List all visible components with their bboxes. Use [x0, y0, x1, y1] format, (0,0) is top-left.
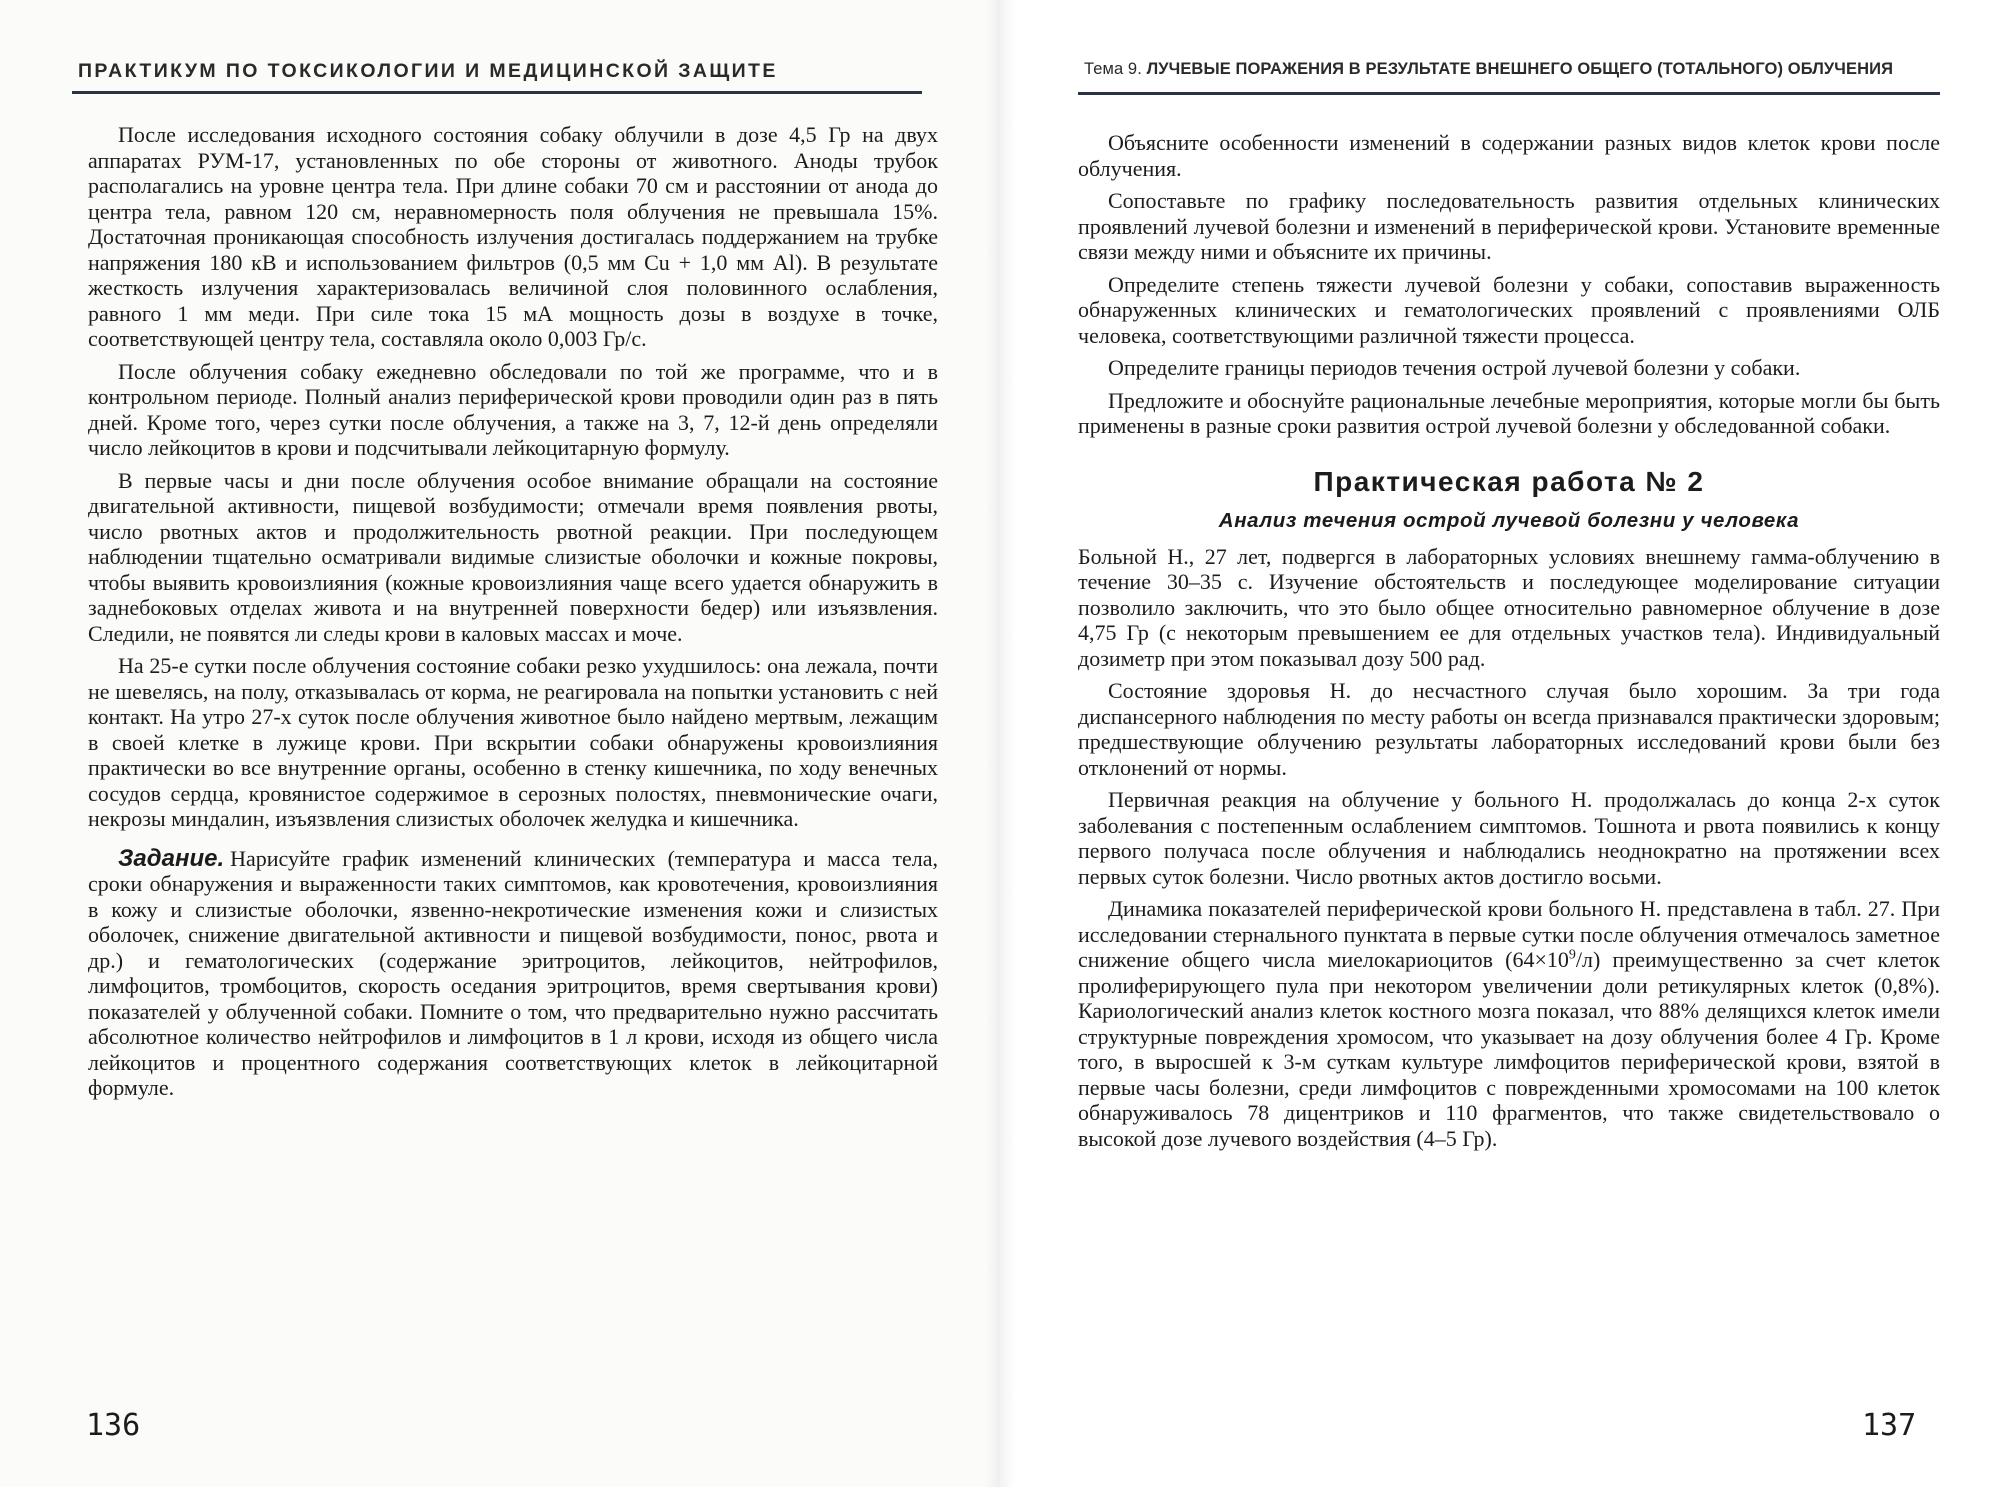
left-page-body	[88, 122, 938, 1108]
text-run: /л) преимущественно за счет клеток пролиферирующего пула при некотором увеличении доли ретикулярных клеток (0,8%). Кариологический анализ клеток костного мозга показал, что 88% делящихся клеток имели структурные повреждения хромосом, что указывает на дозу облучения более 4 Гр. Кроме того, в выросшей к 3-м суткам культуре лимфоцитов периферической крови, взятой в первые часы болезни, среди лимфоцитов с поврежденными хромосомами на 100 клеток обнаруживалось 78 дицентриков и 110 фрагментов, что также свидетельствовало о высокой дозе лучевого воздействия (4–5 Гр).	[1078, 947, 1940, 1151]
left-header-rule	[72, 91, 922, 94]
paragraph: После исследования исходного состояния собаку облучили в дозе 4,5 Гр на двух аппаратах РУМ-17, установленных по обе стороны от животного. Аноды трубок располагались на уровне центра тела. При длине собаки 70 см и расстоянии от анода до центра тела, равном 120 см, неравномерность поля облучения не превышала 15%. Достаточная проникающая способность излучения достигалась поддержанием на трубке напряжения 180 кВ и использованием фильтров (0,5 мм Cu + 1,0 мм Al). В результате жесткость излучения характеризовалась величиной слоя половинного ослабления, равного 1 мм меди. При силе тока 15 мА мощность дозы в воздухе в точке, соответствующей центру тела, составляла около 0,003 Гр/с.	[88, 122, 938, 351]
task-paragraph	[88, 846, 938, 1101]
case-intro: Больной Н., 27 лет, подвергся в лабораторных условиях внешнему гамма-облучению в течение 30–35 с. Изучение обстоятельств и последующее моделирование ситуации позволило заключить, что это было общее относительно равномерное облучение в дозе 4,75 Гр (с некоторым превышением ее для отдельных участков тела). Индивидуальный дозиметр при этом показывал дозу 500 рад.	[1078, 543, 1940, 671]
right-header-rule	[1078, 92, 1940, 95]
paragraph: После облучения собаку ежедневно обследовали по той же программе, что и в контрольном периоде. Полный анализ периферической крови проводили один раз в пять дней. Кроме того, через сутки после облучения, а также на 3, 7, 12-й день определяли число лейкоцитов в крови и подсчитывали лейкоцитарную формулу.	[88, 358, 938, 460]
paragraph: Предложите и обоснуйте рациональные лечебные мероприятия, которые могли бы быть применены в разные сроки развития острой лучевой болезни у обследованной собаки.	[1078, 387, 1940, 438]
paragraph	[1078, 896, 1940, 1151]
text-run: Динамика показателей периферической крови больного Н. представлена в табл. 27. При исследовании стернального пунктата в первые сутки после облучения отмечалось заметное снижение общего числа миелокариоцитов (64×10	[1078, 896, 1940, 972]
left-running-head: ПРАКТИКУМ ПО ТОКСИКОЛОГИИ И МЕДИЦИНСКОЙ ЗАЩИТЕ	[78, 60, 778, 82]
right-page-number: 137	[1862, 1408, 1917, 1443]
paragraph: Определите степень тяжести лучевой болезни у собаки, сопоставив выраженность обнаруженных клинических и гематологических проявлений с проявлениями ОЛБ человека, соответствующими различной тяжести процесса.	[1078, 271, 1940, 348]
task-text: Нарисуйте график изменений клинических (температура и масса тела, сроки обнаружения и выраженности таких симптомов, как кровотечения, кровоизлияния в кожу и слизистые оболочки, язвенно-некротические изменения кожи и слизистых оболочек, снижение двигательной активности и пищевой возбудимости, понос, рвота и др.) и гематологических (содержание эритроцитов, лейкоцитов, нейтрофилов, лимфоцитов, тромбоцитов, скорость оседания эритроцитов, время свертывания крови) показателей у облученной собаки. Помните о том, что предварительно нужно рассчитать абсолютное количество нейтрофилов и лимфоцитов в 1 л крови, исходя из общего числа лейкоцитов и процентного содержания соответствующих клеток в лейкоцитарной формуле.	[88, 845, 938, 1100]
paragraph: Первичная реакция на облучение у больного Н. продолжалась до конца 2-х суток заболевания с постепенным ослаблением симптомов. Тошнота и рвота появились к концу первого получаса после облучения и наблюдались неоднократно на протяжении всех первых суток болезни. Число рвотных актов достигло восьми.	[1078, 787, 1940, 889]
paragraph: Сопоставьте по графику последовательность развития отдельных клинических проявлений лучевой болезни и изменений в периферической крови. Установите временные связи между ними и объясните их причины.	[1078, 188, 1940, 264]
paragraph: Объясните особенности изменений в содержании разных видов клеток крови после облучения.	[1078, 130, 1940, 181]
superscript: 9	[1568, 947, 1576, 963]
left-page-number: 136	[86, 1408, 141, 1443]
right-running-head	[1084, 60, 1893, 79]
paragraph: Состояние здоровья Н. до несчастного случая было хорошим. За три года диспансерного наблюдения по месту работы он всегда признавался практически здоровым; предшествующие облучению результаты лабораторных исследований крови были без отклонений от нормы.	[1078, 678, 1940, 780]
paragraph: В первые часы и дни после облучения особое внимание обращали на состояние двигательной активности, пищевой возбудимости; отмечали время появления рвоты, число рвотных актов и продолжительность рвотной реакции. При последующем наблюдении тщательно осматривали видимые слизистые оболочки и кожные покровы, чтобы выявить кровоизлияния (кожные кровоизлияния чаще всего удается обнаружить в заднебоковых отделах живота и на внутренней поверхности бедер) или изъязвления. Следили, не появятся ли следы крови в каловых массах и моче.	[88, 467, 938, 646]
running-head-title: ЛУЧЕВЫЕ ПОРАЖЕНИЯ В РЕЗУЛЬТАТЕ ВНЕШНЕГО ОБЩЕГО (ТОТАЛЬНОГО) ОБЛУЧЕНИЯ	[1146, 60, 1894, 78]
paragraph: На 25-е сутки после облучения состояние собаки резко ухудшилось: она лежала, почти не шевелясь, на полу, отказывалась от корма, не реагировала на попытки установить с ней контакт. На утро 27-х суток после облучения животное было найдено мертвым, лежащим в своей клетке в лужице крови. При вскрытии собаки обнаружены кровоизлияния практически во все внутренние органы, особенно в стенку кишечника, по ходу венечных сосудов сердца, кровянистое содержимое в серозных полостях, пневмонические очаги, некрозы миндалин, изъязвления слизистых оболочек желудка и кишечника.	[88, 653, 938, 831]
right-page	[1000, 0, 2000, 1487]
section-subtitle: Анализ течения острой лучевой болезни у человека	[1218, 509, 1800, 532]
task-label: Задание.	[118, 844, 225, 872]
running-head-topic: Тема 9.	[1084, 60, 1142, 78]
right-page-body	[1078, 130, 1940, 1158]
section-title: Практическая работа № 2	[1313, 465, 1705, 497]
paragraph: Определите границы периодов течения острой лучевой болезни у собаки.	[1108, 355, 1801, 380]
